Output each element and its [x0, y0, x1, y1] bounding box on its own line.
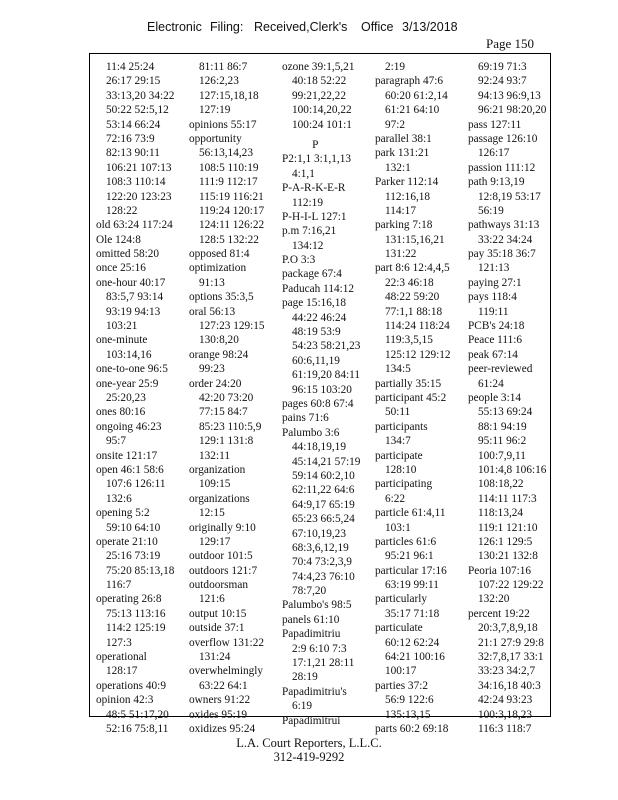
index-ref-line: 121:6 [199, 593, 225, 606]
index-ref-line: 12:8,19 53:17 [478, 190, 541, 203]
index-entry: opinions 55:17 [189, 118, 257, 131]
index-entry: participate [375, 449, 423, 462]
index-ref-line: 83:5,7 93:14 [106, 291, 164, 304]
index-ref-line: 99:21,22,22 [292, 89, 346, 102]
index-entry: part 8:6 12:4,4,5 [375, 262, 450, 275]
index-entry: participants [375, 420, 428, 433]
index-ref-line: 67:10,19,23 [292, 527, 346, 540]
index-ref-line: 72:16 73:9 [106, 132, 155, 145]
index-entry: pages 60:8 67:4 [282, 397, 354, 410]
index-ref-line: 95:21 96:1 [385, 550, 434, 563]
index-ref-line: 6:19 [292, 700, 313, 713]
index-ref-line: 55:13 69:24 [478, 406, 533, 419]
index-entry: one-to-one 96:5 [96, 363, 168, 376]
index-ref-line: 2:19 [385, 61, 406, 73]
reporter-footer [0, 736, 618, 764]
index-ref-line: 103:1 [385, 521, 411, 534]
index-entry: pay 35:18 36:7 [468, 248, 536, 261]
header-received: Received,Clerk's [254, 20, 348, 34]
index-column-5 [468, 60, 546, 736]
footer-phone: 312-419-9292 [273, 750, 345, 764]
index-ref-line: 21:1 27:9 29:8 [478, 636, 544, 649]
index-ref-line: 114:2 125:19 [106, 622, 166, 635]
index-entry: one-hour 40:17 [96, 276, 166, 289]
index-ref-line: 74:4,23 76:10 [292, 570, 355, 583]
index-ref-line: 112:16,18 [385, 190, 431, 203]
index-entry: pays 118:4 [468, 291, 517, 304]
index-entry: P-H-I-L 127:1 [282, 210, 347, 223]
index-entry: page 15:16,18 [282, 297, 347, 310]
index-ref-line: 26:17 29:15 [106, 75, 161, 88]
index-ref-line: 114:11 117:3 [478, 492, 537, 505]
index-ref-line: 114:24 118:24 [385, 320, 450, 333]
index-ref-line: 25:16 73:19 [106, 550, 161, 563]
index-entry: Palumbo 3:6 [282, 426, 340, 439]
index-entry: pains 71:6 [282, 412, 329, 425]
header-office: Office [361, 20, 394, 34]
index-ref-line: 121:13 [478, 262, 510, 275]
index-entry: oxides 95:19 [189, 708, 248, 721]
index-entry: ongoing 46:23 [96, 420, 162, 433]
index-ref-line: 65:23 66:5,24 [292, 513, 355, 526]
index-ref-line: 88:1 94:19 [478, 420, 527, 433]
index-ref-line: 61:21 64:10 [385, 104, 440, 117]
index-entry: opportunity [189, 132, 242, 145]
index-ref-line: 42:24 93:23 [478, 694, 533, 707]
index-ref-line: 59:14 60:2,10 [292, 469, 355, 482]
index-ref-line: 129:1 131:8 [199, 435, 254, 448]
index-entry: one-year 25:9 [96, 377, 159, 390]
index-ref-line: 108:3 110:14 [106, 176, 166, 189]
index-entry: peak 67:14 [468, 348, 518, 361]
index-ref-line: 131:24 [199, 651, 231, 664]
index-ref-line: 60:12 62:24 [385, 636, 440, 649]
index-ref-line: 78:7,20 [292, 585, 327, 598]
index-ref-line: 42:20 73:20 [199, 391, 254, 404]
index-ref-line: 127:19 [199, 104, 231, 117]
index-entry: outdoors 121:7 [189, 564, 258, 577]
index-entry: old 63:24 117:24 [96, 219, 173, 232]
index-entry: overwhelmingly [189, 665, 264, 678]
index-ref-line: 99:23 [199, 363, 225, 376]
index-ref-line: 75:20 85:13,18 [106, 564, 175, 577]
index-entry: overflow 131:22 [189, 636, 264, 649]
index-ref-line: 54:23 58:21,23 [292, 340, 361, 353]
index-ref-line: 101:4,8 106:16 [478, 463, 547, 476]
index-ref-line: 2:9 6:10 7:3 [292, 642, 347, 655]
index-entry: Papadimitriu [282, 628, 341, 641]
index-entry: participant 45:2 [375, 391, 447, 404]
index-entry: outdoor 101:5 [189, 550, 253, 563]
index-ref-line: 128:10 [385, 463, 417, 476]
index-entry: paying 27:1 [468, 276, 522, 289]
index-ref-line: 103:14,16 [106, 348, 152, 361]
index-ref-line: 56:13,14,23 [199, 147, 253, 160]
index-entry: Palumbo's 98:5 [282, 599, 352, 612]
index-ref-line: 119:24 120:17 [199, 204, 265, 217]
index-ref-line: 25:20,23 [106, 391, 146, 404]
index-entry: oral 56:13 [189, 305, 236, 318]
index-ref-line: 127:23 129:15 [199, 320, 265, 333]
index-entry: particles 61:6 [375, 535, 437, 548]
index-ref-line: 134:12 [292, 239, 324, 252]
index-entry: PCB's 24:18 [468, 320, 525, 333]
index-ref-line: 61:24 [478, 377, 504, 390]
index-ref-line: 63:22 64:1 [199, 679, 248, 692]
index-ref-line: 111:9 112:17 [199, 176, 258, 189]
index-ref-line: 95:7 [106, 435, 127, 448]
index-ref-line: 128:22 [106, 204, 138, 217]
index-ref-line: 122:20 123:23 [106, 190, 172, 203]
index-entry: outside 37:1 [189, 622, 245, 635]
index-ref-line: 11:4 25:24 [106, 61, 155, 73]
index-ref-line: 69:19 71:3 [478, 61, 527, 73]
index-ref-line: 108:18,22 [478, 478, 524, 491]
index-entry: P.O 3:3 [282, 254, 316, 267]
index-ref-line: 119:3,5,15 [385, 334, 433, 347]
index-ref-line: 97:2 [385, 118, 406, 131]
index-ref-line: 132:1 [385, 161, 411, 174]
index-column-2 [189, 60, 265, 736]
index-entry: opposed 81:4 [189, 248, 250, 261]
header-date: 3/13/2018 [402, 20, 458, 34]
index-entry: park 131:21 [375, 147, 430, 160]
index-entry: oxidizes 95:24 [189, 722, 256, 735]
index-entry: percent 19:22 [468, 607, 530, 620]
index-entry: organization [189, 463, 246, 476]
index-ref-line: 56:19 [478, 204, 504, 217]
index-ref-line: 20:3,7,8,9,18 [478, 622, 538, 635]
index-ref-line: 129:17 [199, 535, 231, 548]
index-ref-line: 96:15 103:20 [292, 383, 352, 396]
index-ref-line: 77:1,1 88:18 [385, 305, 443, 318]
index-column-1 [96, 60, 174, 736]
index-entry: order 24:20 [189, 377, 242, 390]
footer-company: L.A. Court Reporters, L.L.C. [236, 736, 382, 750]
index-ref-line: 28:19 [292, 671, 318, 684]
index-entry: peer-reviewed [468, 363, 533, 376]
index-ref-line: 115:19 116:21 [199, 190, 264, 203]
index-entry: p.m 7:16,21 [282, 225, 337, 238]
index-ref-line: 61:19,20 84:11 [292, 369, 360, 382]
index-ref-line: 33:22 34:24 [478, 233, 533, 246]
index-entry: optimization [189, 262, 247, 275]
index-entry: Ole 124:8 [96, 233, 141, 246]
index-entry: operational [96, 651, 147, 664]
index-ref-line: 100:3,18,23 [478, 708, 532, 721]
index-ref-line: 100:14,20,22 [292, 104, 352, 117]
index-entry: ones 80:16 [96, 406, 146, 419]
index-ref-line: 17:1,21 28:11 [292, 657, 355, 670]
index-column-4 [375, 60, 451, 736]
index-entry: operations 40:9 [96, 679, 166, 692]
index-entry: particular 17:16 [375, 564, 447, 577]
index-ref-line: 48:19 53:9 [292, 326, 341, 339]
index-ref-line: 132:6 [106, 492, 132, 505]
index-entry: ozone 39:1,5,21 [282, 61, 355, 73]
index-ref-line: 77:15 84:7 [199, 406, 248, 419]
index-column-3 [282, 60, 360, 728]
index-ref-line: 118:13,24 [478, 507, 524, 520]
index-ref-line: 100:7,9,11 [478, 449, 526, 462]
index-entry: organizations [189, 492, 250, 505]
index-entry: options 35:3,5 [189, 291, 254, 304]
index-entry: originally 9:10 [189, 521, 256, 534]
index-ref-line: 131:15,16,21 [385, 233, 445, 246]
index-entry: parties 37:2 [375, 679, 429, 692]
index-ref-line: 50:22 52:5,12 [106, 104, 169, 117]
index-ref-line: 130:21 132:8 [478, 550, 538, 563]
index-ref-line: 6:22 [385, 492, 406, 505]
index-ref-line: 124:11 126:22 [199, 219, 265, 232]
index-ref-line: 125:12 129:12 [385, 348, 451, 361]
index-entry: Papadimitrui [282, 714, 341, 727]
index-entry: opening 5:2 [96, 507, 150, 520]
index-ref-line: 82:13 90:11 [106, 147, 160, 160]
index-ref-line: 100:24 101:1 [292, 118, 352, 131]
index-entry: partially 35:15 [375, 377, 442, 390]
index-entry: parts 60:2 69:18 [375, 722, 449, 735]
index-ref-line: 64:21 100:16 [385, 651, 445, 664]
index-ref-line: 53:14 66:24 [106, 118, 161, 131]
page-number: Page 150 [486, 36, 535, 51]
index-entry: once 25:16 [96, 262, 146, 275]
index-ref-line: 116:3 118:7 [478, 722, 532, 735]
index-ref-line: 132:11 [199, 449, 230, 462]
index-entry: open 46:1 58:6 [96, 463, 164, 476]
index-ref-line: 12:15 [199, 507, 225, 520]
index-entry: pathways 31:13 [468, 219, 540, 232]
index-entry: passion 111:12 [468, 161, 536, 174]
index-ref-line: 100:17 [385, 665, 417, 678]
index-ref-line: 22:3 46:18 [385, 276, 434, 289]
index-entry: Peoria 107:16 [468, 564, 532, 577]
index-ref-line: 119:1 121:10 [478, 521, 538, 534]
index-ref-line: 91:13 [199, 276, 225, 289]
index-ref-line: 4:1,1 [292, 167, 315, 180]
index-ref-line: 50:11 [385, 406, 411, 419]
index-ref-line: 33:13,20 34:22 [106, 89, 175, 102]
index-entry: particle 61:4,11 [375, 507, 446, 520]
index-ref-line: 108:5 110:19 [199, 161, 259, 174]
index-ref-line: 92:24 93:7 [478, 75, 527, 88]
index-entry: operating 26:8 [96, 593, 162, 606]
index-ref-line: 134:5 [385, 363, 411, 376]
index-entry: opinion 42:3 [96, 694, 154, 707]
index-ref-line: 132:20 [478, 593, 510, 606]
index-ref-line: 56:9 122:6 [385, 694, 434, 707]
header-filing: Filing: [210, 20, 244, 34]
index-entry: Peace 111:6 [468, 334, 523, 347]
index-ref-line: 106:21 107:13 [106, 161, 172, 174]
index-ref-line: 128:5 132:22 [199, 233, 259, 246]
index-ref-line: 135:13,15 [385, 708, 431, 721]
index-ref-line: 126:17 [478, 147, 510, 160]
index-entry: onsite 121:17 [96, 449, 158, 462]
index-entry: Paducah 114:12 [282, 282, 355, 295]
index-ref-line: 60:6,11,19 [292, 354, 340, 367]
index-entry: output 10:15 [189, 607, 247, 620]
index-entry: parallel 38:1 [375, 132, 432, 145]
index-entry: passage 126:10 [468, 132, 538, 145]
index-ref-line: 63:19 99:11 [385, 579, 439, 592]
index-entry: Parker 112:14 [375, 176, 439, 189]
index-ref-line: 126:2,23 [199, 75, 239, 88]
index-entry: parking 7:18 [375, 219, 433, 232]
index-entry: panels 61:10 [282, 613, 340, 626]
index-entry: one-minute [96, 334, 148, 347]
index-entry: Papadimitriu's [282, 685, 347, 698]
index-ref-line: 119:11 [478, 305, 509, 318]
index-ref-line: 62:11,22 64:6 [292, 484, 355, 497]
index-ref-line: 64:9,17 65:19 [292, 498, 355, 511]
index-ref-line: 96:21 98:20,20 [478, 104, 547, 117]
index-entry: outdoorsman [189, 579, 248, 592]
index-ref-line: 107:22 129:22 [478, 579, 544, 592]
index-ref-line: 109:15 [199, 478, 231, 491]
index-ref-line: 127:3 [106, 636, 132, 649]
index-entry: operate 21:10 [96, 535, 158, 548]
index-ref-line: 33:23 34:2,7 [478, 665, 536, 678]
index-ref-line: 60:20 61:2,14 [385, 89, 448, 102]
index-entry: particularly [375, 593, 428, 606]
index-ref-line: 134:7 [385, 435, 411, 448]
index-ref-line: 107:6 126:11 [106, 478, 166, 491]
index-ref-line: 44:22 46:24 [292, 311, 347, 324]
index-entry: particulate [375, 622, 423, 635]
index-ref-line: 68:3,6,12,19 [292, 541, 349, 554]
index-ref-line: 75:13 113:16 [106, 607, 166, 620]
index-ref-line: 114:17 [385, 204, 416, 217]
index-ref-line: 85:23 110:5,9 [199, 420, 262, 433]
index-ref-line: 32:7,8,17 33:1 [478, 651, 544, 664]
letter-heading: P [312, 138, 319, 151]
index-ref-line: 45:14,21 57:19 [292, 455, 361, 468]
index-entry: P2:1,1 3:1,1,13 [282, 153, 352, 166]
index-ref-line: 52:16 75:8,11 [106, 722, 169, 735]
index-ref-line: 35:17 71:18 [385, 607, 440, 620]
index-entry: P-A-R-K-E-R [282, 182, 346, 195]
index-ref-line: 112:19 [292, 196, 323, 209]
index-ref-line: 131:22 [385, 248, 417, 261]
index-ref-line: 93:19 94:13 [106, 305, 161, 318]
index-ref-line: 40:18 52:22 [292, 75, 347, 88]
index-ref-line: 95:11 96:2 [478, 435, 527, 448]
index-ref-line: 81:11 86:7 [199, 61, 248, 73]
index-entry: participating [375, 478, 433, 491]
index-ref-line: 44:18,19,19 [292, 441, 346, 454]
index-ref-line: 48:5 51:17,20 [106, 708, 169, 721]
index-ref-line: 116:7 [106, 579, 132, 592]
index-entry: owners 91:22 [189, 694, 251, 707]
index-ref-line: 127:15,18,18 [199, 89, 259, 102]
index-entry: omitted 58:20 [96, 248, 160, 261]
index-ref-line: 94:13 96:9,13 [478, 89, 541, 102]
index-entry: people 3:14 [468, 391, 522, 404]
index-ref-line: 130:8,20 [199, 334, 239, 347]
index-ref-line: 103:21 [106, 320, 138, 333]
index-ref-line: 48:22 59:20 [385, 291, 440, 304]
index-ref-line: 70:4 73:2,3,9 [292, 556, 352, 569]
index-entry: paragraph 47:6 [375, 75, 444, 88]
index-ref-line: 59:10 64:10 [106, 521, 161, 534]
index-entry: package 67:4 [282, 268, 342, 281]
index-entry: pass 127:11 [468, 118, 522, 131]
index-entry: path 9:13,19 [468, 176, 525, 189]
index-entry: orange 98:24 [189, 348, 249, 361]
index-ref-line: 126:1 129:5 [478, 535, 533, 548]
index-ref-line: 34:16,18 40:3 [478, 679, 541, 692]
header-electronic: Electronic [147, 20, 202, 34]
index-ref-line: 128:17 [106, 665, 138, 678]
